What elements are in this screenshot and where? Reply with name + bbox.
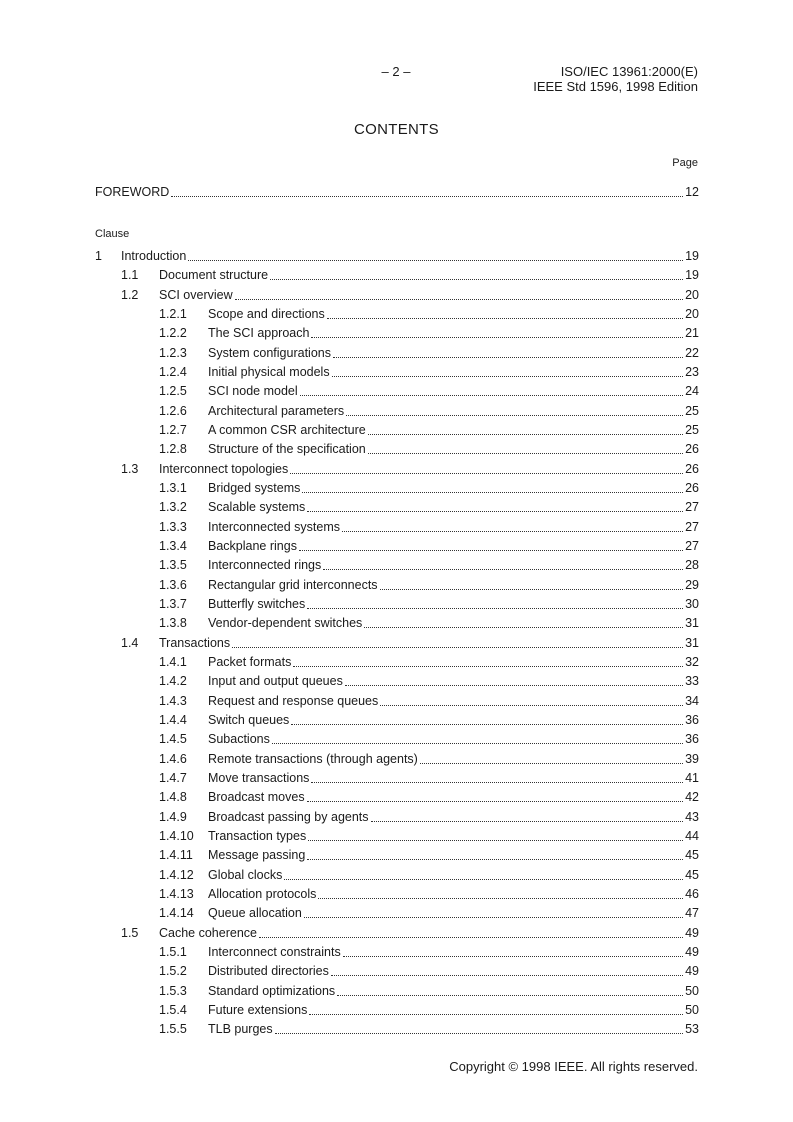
dot-leader xyxy=(232,646,683,648)
toc-entry-number: 1.3.1 xyxy=(159,481,187,495)
dot-leader xyxy=(284,878,683,880)
toc-entry-title: Interconnected systems xyxy=(208,520,341,534)
toc-entry-title: Message passing xyxy=(208,848,306,862)
toc-entry-number: 1.4.9 xyxy=(159,810,187,824)
toc-entry-title: System configurations xyxy=(208,346,331,360)
toc-entry-title: The SCI approach xyxy=(208,326,310,340)
toc-entry xyxy=(95,403,699,420)
dot-leader xyxy=(331,974,683,976)
toc-entry-page: 41 xyxy=(685,771,699,785)
toc-entry-number: 1.4.11 xyxy=(159,848,193,862)
toc-entry-page: 19 xyxy=(685,268,699,282)
toc-entry-title: A common CSR architecture xyxy=(208,423,366,437)
toc-entry-title: Butterfly switches xyxy=(208,597,306,611)
toc-entry-page: 49 xyxy=(685,964,699,978)
toc-entry-number: 1.2.4 xyxy=(159,365,187,379)
dot-leader xyxy=(307,858,683,860)
dot-leader xyxy=(299,549,683,551)
toc-entry xyxy=(95,615,699,632)
dot-leader xyxy=(235,298,683,300)
toc-entry-page: 21 xyxy=(685,326,699,340)
toc-entry-title: Request and response queues xyxy=(208,694,379,708)
dot-leader xyxy=(272,742,683,744)
toc-entry-page: 33 xyxy=(685,674,699,688)
toc-entry-number: 1.4.12 xyxy=(159,868,194,882)
dot-leader xyxy=(311,781,683,783)
dot-leader xyxy=(420,762,683,764)
toc-entry-page: 50 xyxy=(685,984,699,998)
toc-entry xyxy=(95,886,699,903)
copyright-notice: Copyright © 1998 IEEE. All rights reserved. xyxy=(449,1059,698,1074)
dot-leader xyxy=(290,472,683,474)
toc-entry-number: 1.2.1 xyxy=(159,307,187,321)
toc-entry xyxy=(95,944,699,961)
toc-entry-number: 1.3 xyxy=(121,462,139,476)
dot-leader xyxy=(307,607,683,609)
toc-entry-page: 30 xyxy=(685,597,699,611)
toc-entry-number: 1.3.8 xyxy=(159,616,187,630)
toc-entry xyxy=(95,963,699,980)
toc-entry xyxy=(95,905,699,922)
standard-identifier xyxy=(533,64,698,94)
toc-entry-page: 46 xyxy=(685,887,699,901)
toc-entry-title: Rectangular grid interconnects xyxy=(208,578,378,592)
toc-entry-title: Standard optimizations xyxy=(208,984,336,998)
toc-entry-number: 1.4 xyxy=(121,636,139,650)
dot-leader xyxy=(342,530,683,532)
toc-entry-number: 1.4.2 xyxy=(159,674,187,688)
toc-entry xyxy=(95,635,699,652)
toc-entry-page: 31 xyxy=(685,616,699,630)
toc-entry xyxy=(95,364,699,381)
toc-entry xyxy=(95,731,699,748)
toc-entry-number: 1.1 xyxy=(121,268,139,282)
toc-entry xyxy=(95,306,699,323)
dot-leader xyxy=(307,510,683,512)
toc-entry-number: 1.5.2 xyxy=(159,964,187,978)
toc-entry-title: Structure of the specification xyxy=(208,442,366,456)
toc-entry-number: 1.4.8 xyxy=(159,790,187,804)
toc-entry-page: 42 xyxy=(685,790,699,804)
toc-entry xyxy=(95,577,699,594)
toc-entry-number: 1.4.6 xyxy=(159,752,187,766)
toc-entry-page: 49 xyxy=(685,926,699,940)
toc-entry-page: 36 xyxy=(685,713,699,727)
toc-entry xyxy=(95,422,699,439)
toc-entry-number: 1.4.13 xyxy=(159,887,194,901)
toc-entry xyxy=(95,751,699,768)
dot-leader xyxy=(308,839,683,841)
toc-entry-number: 1.5.1 xyxy=(159,945,187,959)
toc-entry-title: Transaction types xyxy=(208,829,307,843)
dot-leader xyxy=(333,356,683,358)
page-column-label: Page xyxy=(672,157,698,169)
toc-entry-title: Introduction xyxy=(121,249,187,263)
toc-entry-number: 1.4.4 xyxy=(159,713,187,727)
dot-leader xyxy=(323,568,683,570)
dot-leader xyxy=(270,278,683,280)
toc-entry-title: Packet formats xyxy=(208,655,292,669)
toc-entry xyxy=(95,789,699,806)
dot-leader xyxy=(309,1013,683,1015)
toc-entry-title: Broadcast passing by agents xyxy=(208,810,369,824)
toc-entry-page: 24 xyxy=(685,384,699,398)
toc-entry-page: 53 xyxy=(685,1022,699,1036)
toc-entry xyxy=(95,325,699,342)
dot-leader xyxy=(188,259,683,261)
toc-entry-title: Remote transactions (through agents) xyxy=(208,752,418,766)
toc-entry-page: 27 xyxy=(685,539,699,553)
dot-leader xyxy=(311,336,683,338)
toc-entry-number: 1.3.3 xyxy=(159,520,187,534)
toc-entry-number: 1 xyxy=(95,249,102,263)
toc-entry-page: 32 xyxy=(685,655,699,669)
dot-leader xyxy=(371,820,684,822)
toc-entry-number: 1.2.3 xyxy=(159,346,187,360)
dot-leader xyxy=(291,723,683,725)
toc-entry-number: 1.5 xyxy=(121,926,139,940)
toc-entry-title: Subactions xyxy=(208,732,270,746)
toc-entry-number: 1.5.5 xyxy=(159,1022,187,1036)
toc-entry-title: Distributed directories xyxy=(208,964,329,978)
toc-entry-number: 1.2.6 xyxy=(159,404,187,418)
toc-entry-page: 50 xyxy=(685,1003,699,1017)
toc-entry-page: 12 xyxy=(685,185,699,199)
toc-entry-title: SCI overview xyxy=(159,288,233,302)
toc-entry xyxy=(95,1021,699,1038)
toc-entry xyxy=(95,441,699,458)
page-number: – 2 – xyxy=(381,64,411,79)
toc-entry-page: 39 xyxy=(685,752,699,766)
toc-entry-title: Vendor-dependent switches xyxy=(208,616,363,630)
dot-leader xyxy=(343,955,683,957)
dot-leader xyxy=(318,897,683,899)
toc-entry xyxy=(95,248,699,265)
dot-leader xyxy=(304,916,683,918)
dot-leader xyxy=(364,626,683,628)
toc-entry xyxy=(95,596,699,613)
toc-entry xyxy=(95,654,699,671)
toc-entry-page: 26 xyxy=(685,462,699,476)
toc-entry-number: 1.5.3 xyxy=(159,984,187,998)
toc-entry-title: Scalable systems xyxy=(208,500,306,514)
toc-entry-number: 1.2.2 xyxy=(159,326,187,340)
toc-entry-page: 23 xyxy=(685,365,699,379)
toc-entry-title: Allocation protocols xyxy=(208,887,317,901)
toc-entry-page: 25 xyxy=(685,404,699,418)
toc-entry-title: Global clocks xyxy=(208,868,283,882)
toc-entry-title: Backplane rings xyxy=(208,539,297,553)
toc-entry-page: 43 xyxy=(685,810,699,824)
contents-title: CONTENTS xyxy=(354,121,439,138)
toc-entry-title: Move transactions xyxy=(208,771,310,785)
toc-entry xyxy=(95,693,699,710)
toc-entry-page: 26 xyxy=(685,481,699,495)
toc-entry-number: 1.4.7 xyxy=(159,771,187,785)
toc-entry-title: Interconnected rings xyxy=(208,558,322,572)
toc-entry xyxy=(95,480,699,497)
toc-entry-number: 1.2.8 xyxy=(159,442,187,456)
toc-entry-page: 49 xyxy=(685,945,699,959)
toc-entry-number: 1.2 xyxy=(121,288,139,302)
toc-entry-title: Interconnect topologies xyxy=(159,462,289,476)
toc-entry-title: Bridged systems xyxy=(208,481,301,495)
toc-entry-title: Future extensions xyxy=(208,1003,308,1017)
toc-entry-page: 44 xyxy=(685,829,699,843)
standard-line-1: ISO/IEC 13961:2000(E) xyxy=(560,64,698,79)
toc-entry-number: 1.3.6 xyxy=(159,578,187,592)
toc-entry-page: 27 xyxy=(685,520,699,534)
dot-leader xyxy=(332,375,684,377)
toc-entry-page: 25 xyxy=(685,423,699,437)
toc-entry-number: 1.4.14 xyxy=(159,906,194,920)
toc-entry-number: 1.4.10 xyxy=(159,829,194,843)
dot-leader xyxy=(368,452,683,454)
toc-entry-page: 47 xyxy=(685,906,699,920)
toc-entry-number: 1.4.3 xyxy=(159,694,187,708)
toc-entry-page: 20 xyxy=(685,288,699,302)
toc-entry xyxy=(95,847,699,864)
dot-leader xyxy=(368,433,683,435)
toc-entry xyxy=(95,867,699,884)
toc-entry-number: 1.3.4 xyxy=(159,539,187,553)
dot-leader xyxy=(327,317,683,319)
toc-entry xyxy=(95,461,699,478)
toc-entry-title: Switch queues xyxy=(208,713,290,727)
dot-leader xyxy=(380,588,684,590)
toc-entry-title: Broadcast moves xyxy=(208,790,305,804)
toc-entry xyxy=(95,287,699,304)
toc-entry xyxy=(95,557,699,574)
toc-entry-number: 1.4.1 xyxy=(159,655,187,669)
toc-entry-title: SCI node model xyxy=(208,384,298,398)
toc-entry-page: 45 xyxy=(685,868,699,882)
toc-entry-number: 1.3.2 xyxy=(159,500,187,514)
toc-entry xyxy=(95,770,699,787)
toc-entry xyxy=(95,519,699,536)
dot-leader xyxy=(275,1032,683,1034)
toc-entry-title: Cache coherence xyxy=(159,926,257,940)
toc-entry-title: Queue allocation xyxy=(208,906,302,920)
toc-entry xyxy=(95,383,699,400)
toc-entry-page: 26 xyxy=(685,442,699,456)
toc-entry-page: 22 xyxy=(685,346,699,360)
toc-entry-number: 1.2.5 xyxy=(159,384,187,398)
toc-entry-title: TLB purges xyxy=(208,1022,273,1036)
dot-leader xyxy=(337,994,683,996)
toc-entry-title: Initial physical models xyxy=(208,365,330,379)
toc-entry xyxy=(95,712,699,729)
toc-entry xyxy=(95,1002,699,1019)
toc-entry-number: 1.2.7 xyxy=(159,423,187,437)
toc-entry-page: 27 xyxy=(685,500,699,514)
toc-entry-number: 1.3.7 xyxy=(159,597,187,611)
toc-entry-title: Interconnect constraints xyxy=(208,945,341,959)
clause-column-label: Clause xyxy=(95,228,130,240)
toc-entry-title: Document structure xyxy=(159,268,269,282)
dot-leader xyxy=(307,800,684,802)
toc-entry xyxy=(95,499,699,516)
dot-leader xyxy=(259,936,683,938)
toc-entry xyxy=(95,809,699,826)
toc-entry xyxy=(95,538,699,555)
toc-entry xyxy=(95,828,699,845)
toc-entry-page: 45 xyxy=(685,848,699,862)
toc-entry-title: Transactions xyxy=(159,636,231,650)
toc-entry-title: FOREWORD xyxy=(95,185,170,199)
toc-entry-page: 31 xyxy=(685,636,699,650)
toc-entry-page: 36 xyxy=(685,732,699,746)
standard-line-2: IEEE Std 1596, 1998 Edition xyxy=(533,79,698,94)
dot-leader xyxy=(293,665,683,667)
toc-entry-number: 1.4.5 xyxy=(159,732,187,746)
toc-entry-page: 19 xyxy=(685,249,699,263)
toc-entry-number: 1.3.5 xyxy=(159,558,187,572)
dot-leader xyxy=(380,704,683,706)
toc-entry xyxy=(95,925,699,942)
toc-entry-title: Scope and directions xyxy=(208,307,325,321)
toc-entry-page: 20 xyxy=(685,307,699,321)
toc-entry xyxy=(95,345,699,362)
toc-entry xyxy=(95,184,699,201)
toc-entry-page: 34 xyxy=(685,694,699,708)
dot-leader xyxy=(171,195,683,197)
toc-entry-page: 29 xyxy=(685,578,699,592)
toc-entry xyxy=(95,267,699,284)
toc-entry xyxy=(95,673,699,690)
dot-leader xyxy=(300,394,683,396)
toc-entry-title: Input and output queues xyxy=(208,674,343,688)
dot-leader xyxy=(346,414,683,416)
toc-entry-title: Architectural parameters xyxy=(208,404,345,418)
dot-leader xyxy=(302,491,683,493)
toc-entry-number: 1.5.4 xyxy=(159,1003,187,1017)
toc-entry xyxy=(95,983,699,1000)
toc-entry-page: 28 xyxy=(685,558,699,572)
dot-leader xyxy=(345,684,683,686)
